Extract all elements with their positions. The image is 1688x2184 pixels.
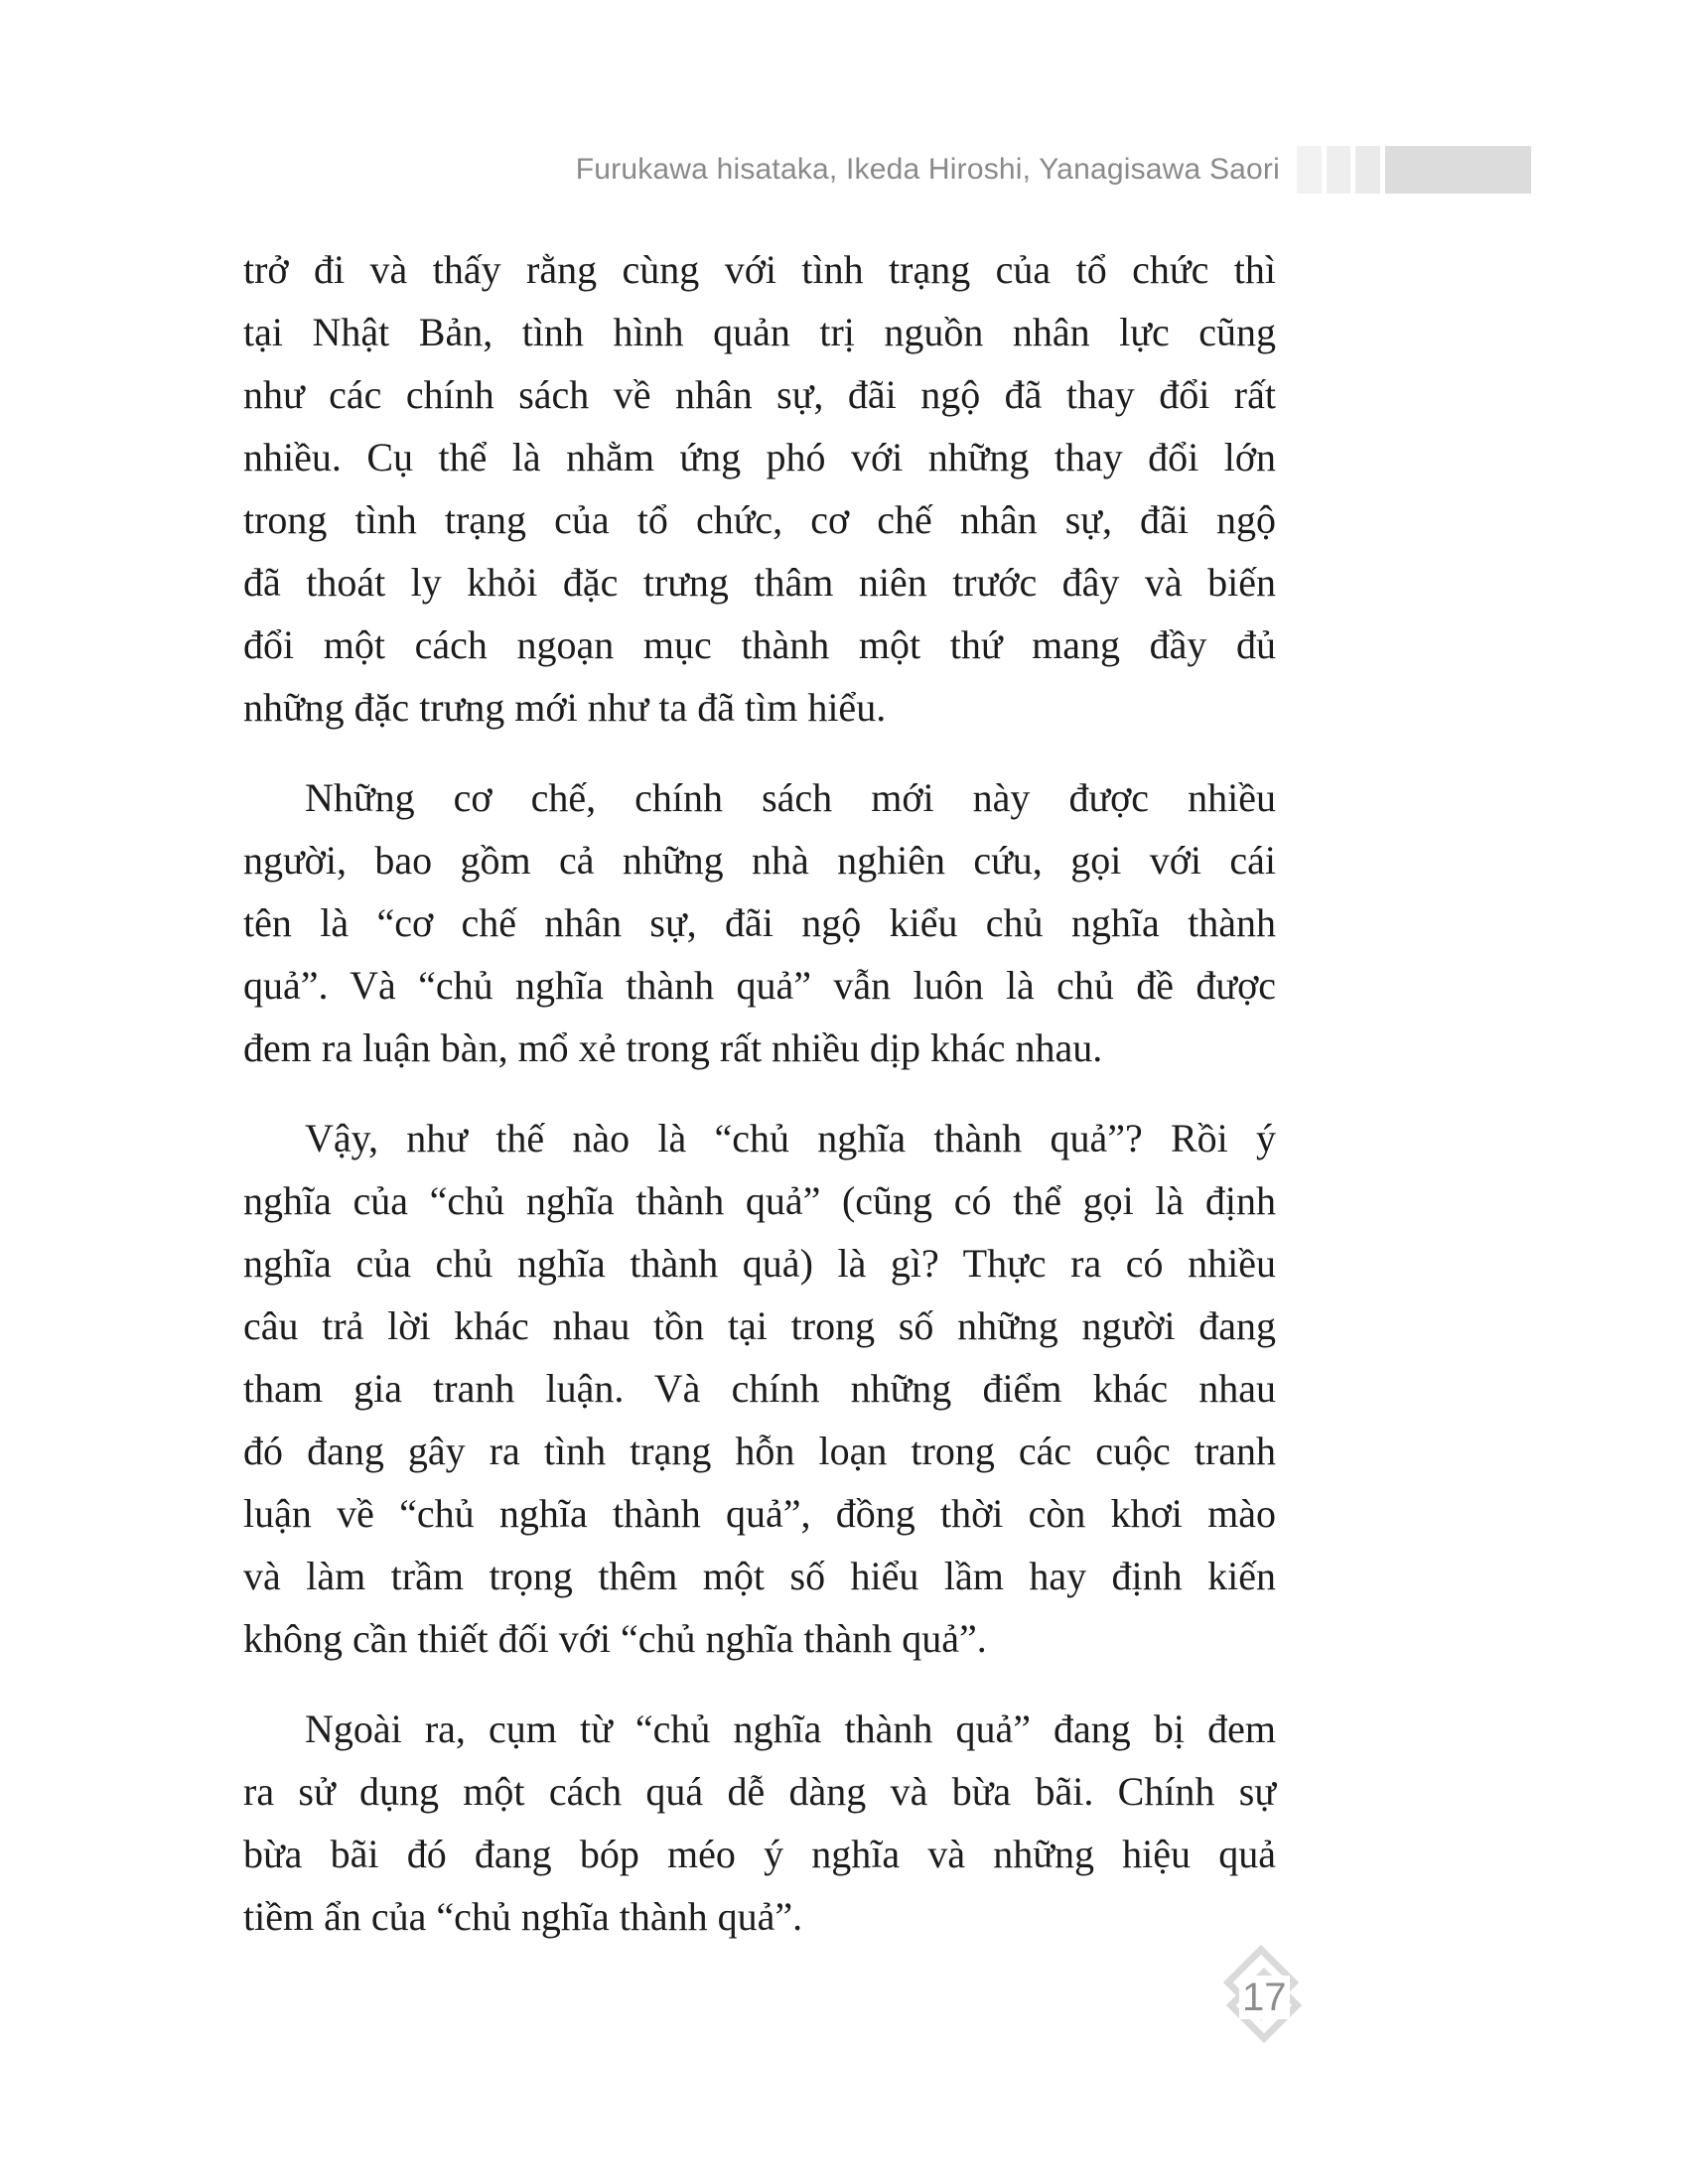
text-line: trong tình trạng của tổ chức, cơ chế nhân sự, đãi ngộ (243, 497, 1276, 542)
running-header (0, 146, 1531, 194)
body-text (243, 238, 1276, 1948)
text-line: nghĩa của chủ nghĩa thành quả) là gì? Thực ra có nhiều (243, 1241, 1276, 1286)
text-line: tại Nhật Bản, tình hình quản trị nguồn nhân lực cũng (243, 310, 1276, 354)
text-line: tiềm ẩn của “chủ nghĩa thành quả”. (243, 1894, 803, 1939)
page-number-ornament (1229, 1940, 1329, 2051)
text-line: đem ra luận bàn, mổ xẻ trong rất nhiều dịp khác nhau. (243, 1025, 1103, 1070)
header-bar-square-2 (1327, 146, 1350, 194)
paragraph (243, 238, 1276, 739)
text-line: ra sử dụng một cách quá dễ dàng và bừa bãi. Chính sự (243, 1769, 1276, 1814)
header-bar-square-1 (1297, 146, 1322, 194)
paragraph (243, 1107, 1276, 1670)
header-bar-square-3 (1355, 146, 1380, 194)
text-line: trở đi và thấy rằng cùng với tình trạng của tổ chức thì (243, 247, 1276, 292)
text-line: Những cơ chế, chính sách mới này được nhiều (305, 775, 1276, 820)
text-line: đổi một cách ngoạn mục thành một thứ mang đầy đủ (243, 622, 1276, 667)
page-number: 17 (1239, 1976, 1290, 2019)
text-line: đó đang gây ra tình trạng hỗn loạn trong các cuộc tranh (243, 1429, 1276, 1473)
text-line: quả”. Và “chủ nghĩa thành quả” vẫn luôn là chủ đề được (243, 963, 1276, 1008)
text-line: Vậy, như thế nào là “chủ nghĩa thành quả”? Rồi ý (305, 1116, 1276, 1160)
paragraph (243, 766, 1276, 1079)
header-bar-rect (1385, 146, 1531, 194)
text-line: đã thoát ly khỏi đặc trưng thâm niên trước đây và biến (243, 560, 1276, 605)
text-line: luận về “chủ nghĩa thành quả”, đồng thời còn khơi mào (243, 1491, 1276, 1536)
text-line: nhiều. Cụ thể là nhằm ứng phó với những thay đổi lớn (243, 435, 1276, 479)
header-bar-decoration (1297, 146, 1531, 194)
text-line: như các chính sách về nhân sự, đãi ngộ đã thay đổi rất (243, 372, 1276, 417)
text-line: những đặc trưng mới như ta đã tìm hiểu. (243, 685, 887, 730)
paragraph (243, 1698, 1276, 1948)
text-line: câu trả lời khác nhau tồn tại trong số những người đang (243, 1303, 1276, 1348)
text-line: bừa bãi đó đang bóp méo ý nghĩa và những hiệu quả (243, 1832, 1276, 1876)
text-line: nghĩa của “chủ nghĩa thành quả” (cũng có thể gọi là định (243, 1178, 1276, 1223)
text-line: tên là “cơ chế nhân sự, đãi ngộ kiểu chủ nghĩa thành (243, 900, 1276, 945)
header-authors: Furukawa hisataka, Ikeda Hiroshi, Yanagisawa Saori (575, 153, 1280, 186)
text-line: người, bao gồm cả những nhà nghiên cứu, gọi với cái (243, 838, 1276, 883)
text-line: và làm trầm trọng thêm một số hiểu lầm hay định kiến (243, 1554, 1276, 1598)
text-line: Ngoài ra, cụm từ “chủ nghĩa thành quả” đang bị đem (305, 1706, 1276, 1751)
text-line: tham gia tranh luận. Và chính những điểm khác nhau (243, 1366, 1276, 1411)
text-line: không cần thiết đối với “chủ nghĩa thành quả”. (243, 1616, 987, 1661)
